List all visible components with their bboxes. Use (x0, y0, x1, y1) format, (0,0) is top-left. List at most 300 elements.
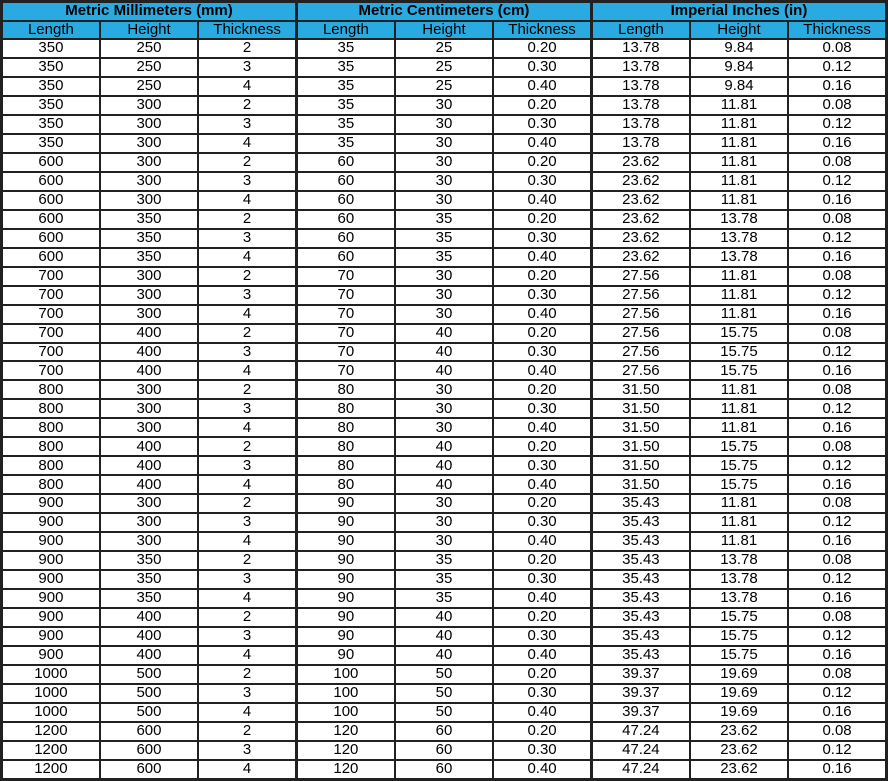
table-cell: 0.20 (493, 210, 591, 229)
table-cell: 4 (198, 475, 296, 494)
table-cell: 0.16 (788, 760, 886, 780)
table-row (2, 665, 887, 684)
table-cell: 400 (100, 361, 198, 380)
table-cell: 0.12 (788, 343, 886, 362)
table-cell: 35.43 (591, 608, 689, 627)
table-row (2, 589, 887, 608)
table-cell: 23.62 (591, 248, 689, 267)
table-row (2, 172, 887, 191)
table-cell: 0.30 (493, 399, 591, 418)
table-cell: 3 (198, 627, 296, 646)
table-cell: 11.81 (690, 418, 788, 437)
table-cell: 3 (198, 513, 296, 532)
table-cell: 23.62 (591, 153, 689, 172)
table-cell: 3 (198, 741, 296, 760)
table-cell: 13.78 (690, 570, 788, 589)
table-cell: 0.20 (493, 665, 591, 684)
table-cell: 4 (198, 305, 296, 324)
table-cell: 100 (296, 684, 394, 703)
table-row (2, 58, 887, 77)
col-header-cm-height: Height (395, 21, 493, 40)
table-cell: 2 (198, 608, 296, 627)
table-cell: 600 (2, 210, 100, 229)
table-cell: 30 (395, 286, 493, 305)
table-cell: 35.43 (591, 570, 689, 589)
table-cell: 27.56 (591, 361, 689, 380)
table-cell: 3 (198, 115, 296, 134)
table-cell: 11.81 (690, 172, 788, 191)
table-cell: 60 (296, 172, 394, 191)
table-cell: 0.12 (788, 456, 886, 475)
table-cell: 15.75 (690, 324, 788, 343)
table-cell: 300 (100, 513, 198, 532)
table-cell: 9.84 (690, 58, 788, 77)
table-cell: 900 (2, 532, 100, 551)
table-cell: 4 (198, 77, 296, 96)
table-row (2, 570, 887, 589)
table-cell: 300 (100, 305, 198, 324)
table-cell: 80 (296, 399, 394, 418)
table-cell: 70 (296, 324, 394, 343)
table-cell: 11.81 (690, 191, 788, 210)
table-cell: 3 (198, 456, 296, 475)
table-cell: 35.43 (591, 513, 689, 532)
table-cell: 800 (2, 418, 100, 437)
table-cell: 400 (100, 475, 198, 494)
table-cell: 15.75 (690, 627, 788, 646)
table-cell: 60 (395, 722, 493, 741)
table-cell: 0.40 (493, 134, 591, 153)
table-cell: 3 (198, 286, 296, 305)
table-cell: 0.16 (788, 703, 886, 722)
table-cell: 300 (100, 286, 198, 305)
group-title-row (2, 2, 887, 21)
table-cell: 0.30 (493, 115, 591, 134)
table-row (2, 210, 887, 229)
table-cell: 0.40 (493, 703, 591, 722)
table-cell: 90 (296, 589, 394, 608)
table-cell: 90 (296, 551, 394, 570)
table-cell: 0.20 (493, 608, 591, 627)
table-cell: 250 (100, 39, 198, 58)
table-cell: 11.81 (690, 399, 788, 418)
table-cell: 4 (198, 191, 296, 210)
table-row (2, 286, 887, 305)
table-cell: 15.75 (690, 361, 788, 380)
table-cell: 19.69 (690, 703, 788, 722)
table-cell: 13.78 (591, 134, 689, 153)
table-cell: 350 (100, 210, 198, 229)
table-cell: 47.24 (591, 722, 689, 741)
table-row (2, 153, 887, 172)
table-cell: 31.50 (591, 418, 689, 437)
table-cell: 40 (395, 646, 493, 665)
table-cell: 11.81 (690, 305, 788, 324)
table-cell: 30 (395, 305, 493, 324)
table-cell: 0.08 (788, 665, 886, 684)
table-cell: 900 (2, 513, 100, 532)
table-cell: 0.16 (788, 361, 886, 380)
table-cell: 0.30 (493, 570, 591, 589)
table-cell: 500 (100, 703, 198, 722)
table-cell: 40 (395, 361, 493, 380)
table-cell: 350 (2, 77, 100, 96)
table-cell: 3 (198, 684, 296, 703)
table-cell: 0.16 (788, 77, 886, 96)
table-cell: 35.43 (591, 627, 689, 646)
table-cell: 4 (198, 418, 296, 437)
table-cell: 0.30 (493, 741, 591, 760)
table-cell: 13.78 (690, 210, 788, 229)
table-cell: 3 (198, 343, 296, 362)
table-cell: 60 (296, 153, 394, 172)
table-cell: 15.75 (690, 456, 788, 475)
table-row (2, 741, 887, 760)
table-cell: 60 (296, 248, 394, 267)
table-cell: 23.62 (690, 722, 788, 741)
table-cell: 90 (296, 494, 394, 513)
table-cell: 35.43 (591, 551, 689, 570)
table-cell: 31.50 (591, 456, 689, 475)
table-cell: 350 (100, 551, 198, 570)
table-cell: 1000 (2, 703, 100, 722)
table-cell: 0.12 (788, 684, 886, 703)
table-cell: 0.08 (788, 324, 886, 343)
table-row (2, 551, 887, 570)
table-row (2, 437, 887, 456)
table-cell: 0.30 (493, 456, 591, 475)
table-cell: 35 (395, 248, 493, 267)
table-cell: 30 (395, 494, 493, 513)
table-cell: 0.40 (493, 589, 591, 608)
table-cell: 250 (100, 77, 198, 96)
table-cell: 900 (2, 627, 100, 646)
table-cell: 0.08 (788, 96, 886, 115)
table-cell: 120 (296, 760, 394, 780)
table-cell: 2 (198, 665, 296, 684)
table-cell: 35.43 (591, 494, 689, 513)
table-cell: 900 (2, 646, 100, 665)
table-cell: 0.12 (788, 399, 886, 418)
table-cell: 70 (296, 267, 394, 286)
table-cell: 30 (395, 513, 493, 532)
table-cell: 0.20 (493, 324, 591, 343)
table-cell: 30 (395, 134, 493, 153)
table-cell: 700 (2, 324, 100, 343)
table-cell: 15.75 (690, 608, 788, 627)
table-cell: 25 (395, 39, 493, 58)
table-cell: 2 (198, 380, 296, 399)
table-cell: 400 (100, 343, 198, 362)
table-cell: 900 (2, 551, 100, 570)
table-cell: 27.56 (591, 324, 689, 343)
table-cell: 80 (296, 456, 394, 475)
table-cell: 9.84 (690, 77, 788, 96)
table-cell: 1200 (2, 741, 100, 760)
table-cell: 3 (198, 229, 296, 248)
table-cell: 0.08 (788, 551, 886, 570)
table-cell: 40 (395, 475, 493, 494)
table-cell: 0.12 (788, 172, 886, 191)
table-cell: 0.16 (788, 475, 886, 494)
table-cell: 11.81 (690, 267, 788, 286)
table-row (2, 248, 887, 267)
table-cell: 0.08 (788, 153, 886, 172)
table-cell: 4 (198, 134, 296, 153)
table-cell: 11.81 (690, 153, 788, 172)
table-cell: 11.81 (690, 96, 788, 115)
table-cell: 0.12 (788, 513, 886, 532)
table-cell: 30 (395, 418, 493, 437)
table-cell: 0.40 (493, 361, 591, 380)
table-cell: 4 (198, 646, 296, 665)
table-cell: 40 (395, 608, 493, 627)
table-cell: 2 (198, 39, 296, 58)
table-cell: 2 (198, 210, 296, 229)
table-cell: 500 (100, 684, 198, 703)
table-cell: 600 (100, 722, 198, 741)
table-cell: 39.37 (591, 703, 689, 722)
table-cell: 30 (395, 115, 493, 134)
table-cell: 100 (296, 703, 394, 722)
table-cell: 1000 (2, 684, 100, 703)
table-cell: 60 (296, 191, 394, 210)
table-cell: 0.12 (788, 570, 886, 589)
table-cell: 13.78 (690, 248, 788, 267)
table-cell: 47.24 (591, 760, 689, 780)
table-cell: 27.56 (591, 343, 689, 362)
group-title-in: Imperial Inches (in) (591, 2, 886, 21)
table-row (2, 494, 887, 513)
table-cell: 40 (395, 343, 493, 362)
table-cell: 80 (296, 418, 394, 437)
table-cell: 0.20 (493, 437, 591, 456)
table-cell: 80 (296, 437, 394, 456)
table-cell: 800 (2, 475, 100, 494)
table-row (2, 305, 887, 324)
col-header-cm-length: Length (296, 21, 394, 40)
table-cell: 70 (296, 305, 394, 324)
table-cell: 0.30 (493, 172, 591, 191)
table-cell: 0.40 (493, 760, 591, 780)
table-cell: 50 (395, 665, 493, 684)
table-cell: 300 (100, 418, 198, 437)
table-cell: 120 (296, 741, 394, 760)
group-title-mm: Metric Millimeters (mm) (2, 2, 297, 21)
table-cell: 300 (100, 96, 198, 115)
table-cell: 800 (2, 437, 100, 456)
table-cell: 11.81 (690, 494, 788, 513)
table-cell: 0.16 (788, 191, 886, 210)
table-cell: 400 (100, 324, 198, 343)
table-cell: 300 (100, 380, 198, 399)
table-cell: 30 (395, 153, 493, 172)
table-cell: 0.20 (493, 722, 591, 741)
col-header-in-height: Height (690, 21, 788, 40)
table-cell: 0.16 (788, 134, 886, 153)
table-row (2, 703, 887, 722)
table-row (2, 267, 887, 286)
table-cell: 600 (100, 741, 198, 760)
table-cell: 0.12 (788, 286, 886, 305)
table-cell: 30 (395, 172, 493, 191)
table-cell: 300 (100, 494, 198, 513)
table-cell: 27.56 (591, 286, 689, 305)
table-cell: 350 (2, 134, 100, 153)
table-cell: 500 (100, 665, 198, 684)
table-cell: 19.69 (690, 684, 788, 703)
table-row (2, 229, 887, 248)
table-cell: 600 (2, 248, 100, 267)
table-cell: 0.08 (788, 722, 886, 741)
table-cell: 350 (100, 229, 198, 248)
table-cell: 90 (296, 627, 394, 646)
table-cell: 0.30 (493, 343, 591, 362)
table-cell: 0.20 (493, 267, 591, 286)
table-row (2, 722, 887, 741)
table-cell: 900 (2, 494, 100, 513)
table-cell: 13.78 (690, 229, 788, 248)
table-cell: 0.16 (788, 418, 886, 437)
table-cell: 600 (2, 229, 100, 248)
table-cell: 90 (296, 646, 394, 665)
table-cell: 300 (100, 153, 198, 172)
table-cell: 11.81 (690, 532, 788, 551)
table-cell: 35 (395, 589, 493, 608)
table-cell: 4 (198, 361, 296, 380)
table-cell: 0.12 (788, 58, 886, 77)
table-row (2, 361, 887, 380)
table-cell: 0.08 (788, 608, 886, 627)
table-cell: 35 (296, 134, 394, 153)
col-header-in-thickness: Thickness (788, 21, 886, 40)
table-cell: 39.37 (591, 665, 689, 684)
table-cell: 0.40 (493, 248, 591, 267)
table-cell: 13.78 (591, 115, 689, 134)
table-cell: 0.30 (493, 286, 591, 305)
col-header-mm-length: Length (2, 21, 100, 40)
table-cell: 300 (100, 115, 198, 134)
table-cell: 0.08 (788, 267, 886, 286)
table-row (2, 627, 887, 646)
table-cell: 2 (198, 494, 296, 513)
table-cell: 70 (296, 286, 394, 305)
table-cell: 0.40 (493, 475, 591, 494)
table-cell: 35 (395, 229, 493, 248)
table-cell: 50 (395, 703, 493, 722)
table-cell: 400 (100, 627, 198, 646)
table-cell: 27.56 (591, 267, 689, 286)
table-cell: 30 (395, 380, 493, 399)
table-cell: 15.75 (690, 437, 788, 456)
table-cell: 350 (2, 58, 100, 77)
table-cell: 23.62 (591, 210, 689, 229)
table-cell: 4 (198, 589, 296, 608)
table-cell: 30 (395, 267, 493, 286)
table-cell: 60 (296, 210, 394, 229)
table-cell: 30 (395, 399, 493, 418)
table-cell: 11.81 (690, 134, 788, 153)
table-cell: 27.56 (591, 305, 689, 324)
table-row (2, 399, 887, 418)
table-cell: 600 (100, 760, 198, 780)
table-cell: 4 (198, 703, 296, 722)
table-cell: 0.16 (788, 532, 886, 551)
table-cell: 400 (100, 646, 198, 665)
table-cell: 30 (395, 96, 493, 115)
table-row (2, 324, 887, 343)
table-row (2, 513, 887, 532)
table-cell: 250 (100, 58, 198, 77)
table-cell: 350 (100, 589, 198, 608)
table-cell: 400 (100, 456, 198, 475)
table-cell: 0.30 (493, 513, 591, 532)
table-cell: 13.78 (591, 96, 689, 115)
table-cell: 40 (395, 627, 493, 646)
table-cell: 700 (2, 361, 100, 380)
table-cell: 23.62 (690, 741, 788, 760)
table-cell: 0.20 (493, 494, 591, 513)
table-row (2, 96, 887, 115)
table-cell: 0.16 (788, 646, 886, 665)
table-cell: 400 (100, 608, 198, 627)
table-cell: 11.81 (690, 115, 788, 134)
table-cell: 50 (395, 684, 493, 703)
table-cell: 1200 (2, 760, 100, 780)
table-cell: 0.12 (788, 627, 886, 646)
table-header (2, 2, 887, 40)
table-cell: 90 (296, 570, 394, 589)
table-row (2, 343, 887, 362)
table-cell: 0.20 (493, 39, 591, 58)
table-row (2, 115, 887, 134)
table-cell: 31.50 (591, 380, 689, 399)
table-cell: 0.12 (788, 741, 886, 760)
group-title-cm: Metric Centimeters (cm) (296, 2, 591, 21)
table-cell: 0.40 (493, 191, 591, 210)
table-cell: 700 (2, 267, 100, 286)
table-cell: 900 (2, 608, 100, 627)
table-body (2, 39, 887, 780)
table-cell: 13.78 (690, 589, 788, 608)
table-cell: 35 (296, 39, 394, 58)
table-cell: 2 (198, 324, 296, 343)
table-cell: 800 (2, 380, 100, 399)
table-cell: 100 (296, 665, 394, 684)
table-cell: 31.50 (591, 475, 689, 494)
table-cell: 31.50 (591, 437, 689, 456)
table-cell: 0.16 (788, 248, 886, 267)
table-cell: 0.16 (788, 589, 886, 608)
table-cell: 15.75 (690, 646, 788, 665)
table-cell: 300 (100, 399, 198, 418)
table-cell: 0.08 (788, 494, 886, 513)
table-row (2, 532, 887, 551)
col-header-mm-height: Height (100, 21, 198, 40)
table-cell: 13.78 (591, 58, 689, 77)
table-cell: 35 (395, 551, 493, 570)
table-cell: 23.62 (690, 760, 788, 780)
table-row (2, 646, 887, 665)
table-row (2, 418, 887, 437)
table-cell: 40 (395, 456, 493, 475)
table-cell: 2 (198, 96, 296, 115)
table-cell: 300 (100, 172, 198, 191)
table-cell: 35 (296, 58, 394, 77)
table-cell: 800 (2, 456, 100, 475)
col-header-in-length: Length (591, 21, 689, 40)
table-cell: 40 (395, 437, 493, 456)
